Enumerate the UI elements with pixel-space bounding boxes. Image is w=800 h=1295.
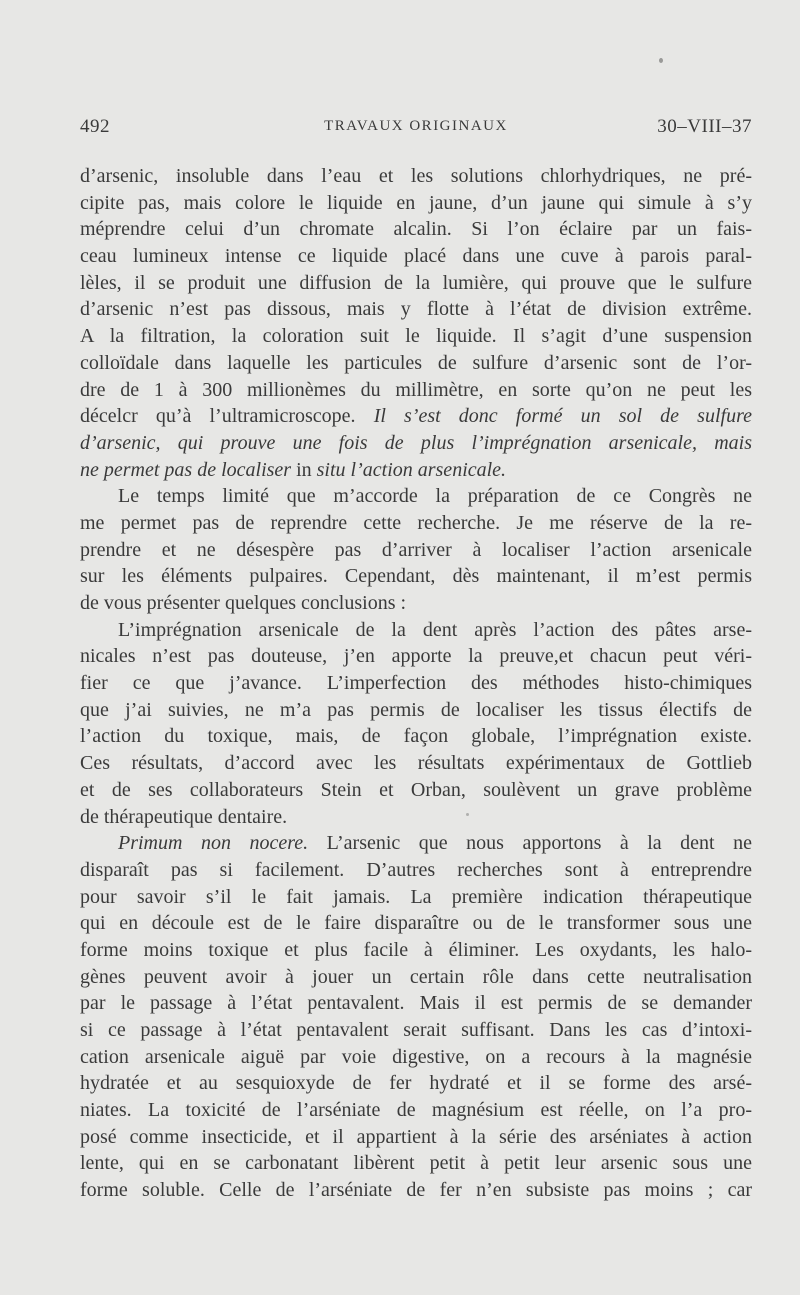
text-run: Le temps limité que m’accorde la préparation de ce Congrès ne	[118, 485, 752, 508]
text-line	[80, 723, 752, 750]
text-run: qui en découle est de le faire disparaître ou de le transformer sous une	[80, 912, 752, 935]
running-date: 30–VIII–37	[657, 116, 752, 137]
text-run: d’arsenic n’est pas dissous, mais y flotte à l’état de division extrême.	[80, 298, 752, 321]
italic-text: Primum non nocere.	[118, 832, 309, 855]
text-line	[80, 190, 752, 217]
text-line	[80, 670, 752, 697]
text-run: disparaît pas si facilement. D’autres recherches sont à entreprendre	[80, 858, 752, 881]
text-line	[80, 457, 752, 484]
text-line	[80, 910, 752, 937]
text-run: gènes peuvent avoir à jouer un certain rôle dans cette neutralisation	[80, 965, 752, 988]
text-line	[80, 483, 752, 510]
text-line	[80, 830, 752, 857]
text-run: prendre et ne désespère pas d’arriver à localiser l’action arsenicale	[80, 538, 752, 561]
text-line	[80, 804, 752, 831]
text-run: me permet pas de reprendre cette recherche. Je me réserve de la re-	[80, 511, 752, 534]
text-run: lèles, il se produit une diffusion de la lumière, qui prouve que le sulfure	[80, 271, 752, 294]
text-run: in	[296, 458, 312, 481]
text-line	[80, 296, 752, 323]
text-run: L’arsenic que nous apportons à la dent ne	[308, 832, 752, 855]
text-run: dre de 1 à 300 millionèmes du millimètre, en sorte qu’on ne peut les	[80, 378, 752, 401]
text-run: sur les éléments pulpaires. Cependant, dès maintenant, il m’est permis	[80, 565, 752, 588]
text-line	[80, 377, 752, 404]
text-line	[80, 563, 752, 590]
text-run: que j’ai suivies, ne m’a pas permis de localiser les tissus électifs de	[80, 698, 752, 721]
text-run: cipite pas, mais colore le liquide en jaune, d’un jaune qui simule à s’y	[80, 191, 752, 214]
text-line	[80, 1070, 752, 1097]
text-run: l’action du toxique, mais, de façon globale, l’imprégnation existe.	[80, 725, 752, 748]
text-run: méprendre celui d’un chromate alcalin. Si l’on éclaire par un fais-	[80, 218, 752, 241]
italic-text: d’arsenic, qui prouve une fois de plus l’imprégnation arsenicale, mais	[80, 431, 752, 454]
text-run: forme moins toxique et plus facile à éliminer. Les oxydants, les halo-	[80, 938, 752, 961]
text-run: colloïdale dans laquelle les particules de sulfure d’arsenic sont de l’or-	[80, 351, 752, 374]
running-head	[80, 116, 752, 144]
text-run: hydratée et au sesquioxyde de fer hydraté et il se forme des arsé-	[80, 1072, 752, 1095]
text-line	[80, 216, 752, 243]
text-run: et de ses collaborateurs Stein et Orban, soulèvent un grave problème	[80, 778, 752, 801]
text-line	[80, 643, 752, 670]
text-line	[80, 510, 752, 537]
text-line	[80, 990, 752, 1017]
text-run: de vous présenter quelques conclusions :	[80, 592, 407, 614]
text-line	[80, 617, 752, 644]
text-line	[80, 350, 752, 377]
text-run: Ces résultats, d’accord avec les résultats expérimentaux de Gottlieb	[80, 752, 752, 775]
text-line	[80, 243, 752, 270]
text-run: par le passage à l’état pentavalent. Mais il est permis de se demander	[80, 992, 752, 1015]
text-run: nicales n’est pas douteuse, j’en apporte la preuve,et chacun peut véri-	[80, 645, 752, 668]
text-run: pour savoir s’il le fait jamais. La première indication thérapeutique	[80, 885, 752, 908]
text-line	[80, 537, 752, 564]
text-line	[80, 403, 752, 430]
italic-text: Il s’est donc formé un sol de sulfure	[373, 405, 752, 428]
text-line	[80, 323, 752, 350]
text-run: ceau lumineux intense ce liquide placé dans une cuve à parois paral-	[80, 245, 752, 268]
text-line	[80, 964, 752, 991]
text-run: d’arsenic, insoluble dans l’eau et les solutions chlorhydriques, ne pré-	[80, 165, 752, 187]
text-line	[80, 1097, 752, 1124]
text-line	[80, 163, 752, 190]
text-line	[80, 857, 752, 884]
text-run: forme soluble. Celle de l’arséniate de fer n’en subsiste pas moins ; car	[80, 1179, 752, 1202]
text-run: posé comme insecticide, et il appartient à la série des arséniates à action	[80, 1125, 752, 1148]
paper-speck	[659, 58, 663, 63]
italic-text: ne permet pas de localiser	[80, 458, 297, 481]
text-line	[80, 750, 752, 777]
italic-text: situ l’action arsenicale.	[311, 458, 507, 481]
text-line	[80, 884, 752, 911]
text-line	[80, 1177, 752, 1204]
text-line	[80, 1044, 752, 1071]
text-line	[80, 937, 752, 964]
text-run: lente, qui en se carbonatant libèrent petit à petit leur arsenic sous une	[80, 1152, 752, 1175]
text-line	[80, 270, 752, 297]
text-run: décelcr qu’à l’ultramicroscope.	[80, 405, 374, 428]
text-run: fier ce que j’avance. L’imperfection des méthodes histo-chimiques	[80, 672, 752, 695]
body-text	[80, 163, 752, 1204]
text-line	[80, 590, 752, 617]
text-line	[80, 1124, 752, 1151]
page-number: 492	[80, 116, 110, 137]
text-run: cation arsenicale aiguë par voie digestive, on a recours à la magnésie	[80, 1045, 752, 1068]
text-run: L’imprégnation arsenicale de la dent après l’action des pâtes arse-	[118, 618, 752, 641]
text-line	[80, 1017, 752, 1044]
text-run: A la filtration, la coloration suit le liquide. Il s’agit d’une suspension	[80, 325, 752, 348]
text-run: niates. La toxicité de l’arséniate de magnésium est réelle, on l’a pro-	[80, 1099, 752, 1122]
text-line	[80, 430, 752, 457]
text-line	[80, 777, 752, 804]
text-run: si ce passage à l’état pentavalent serait suffisant. Dans les cas d’intoxi-	[80, 1019, 752, 1041]
text-run: de thérapeutique dentaire.	[80, 805, 288, 828]
running-title: TRAVAUX ORIGINAUX	[324, 118, 508, 134]
text-line	[80, 1150, 752, 1177]
text-line	[80, 697, 752, 724]
